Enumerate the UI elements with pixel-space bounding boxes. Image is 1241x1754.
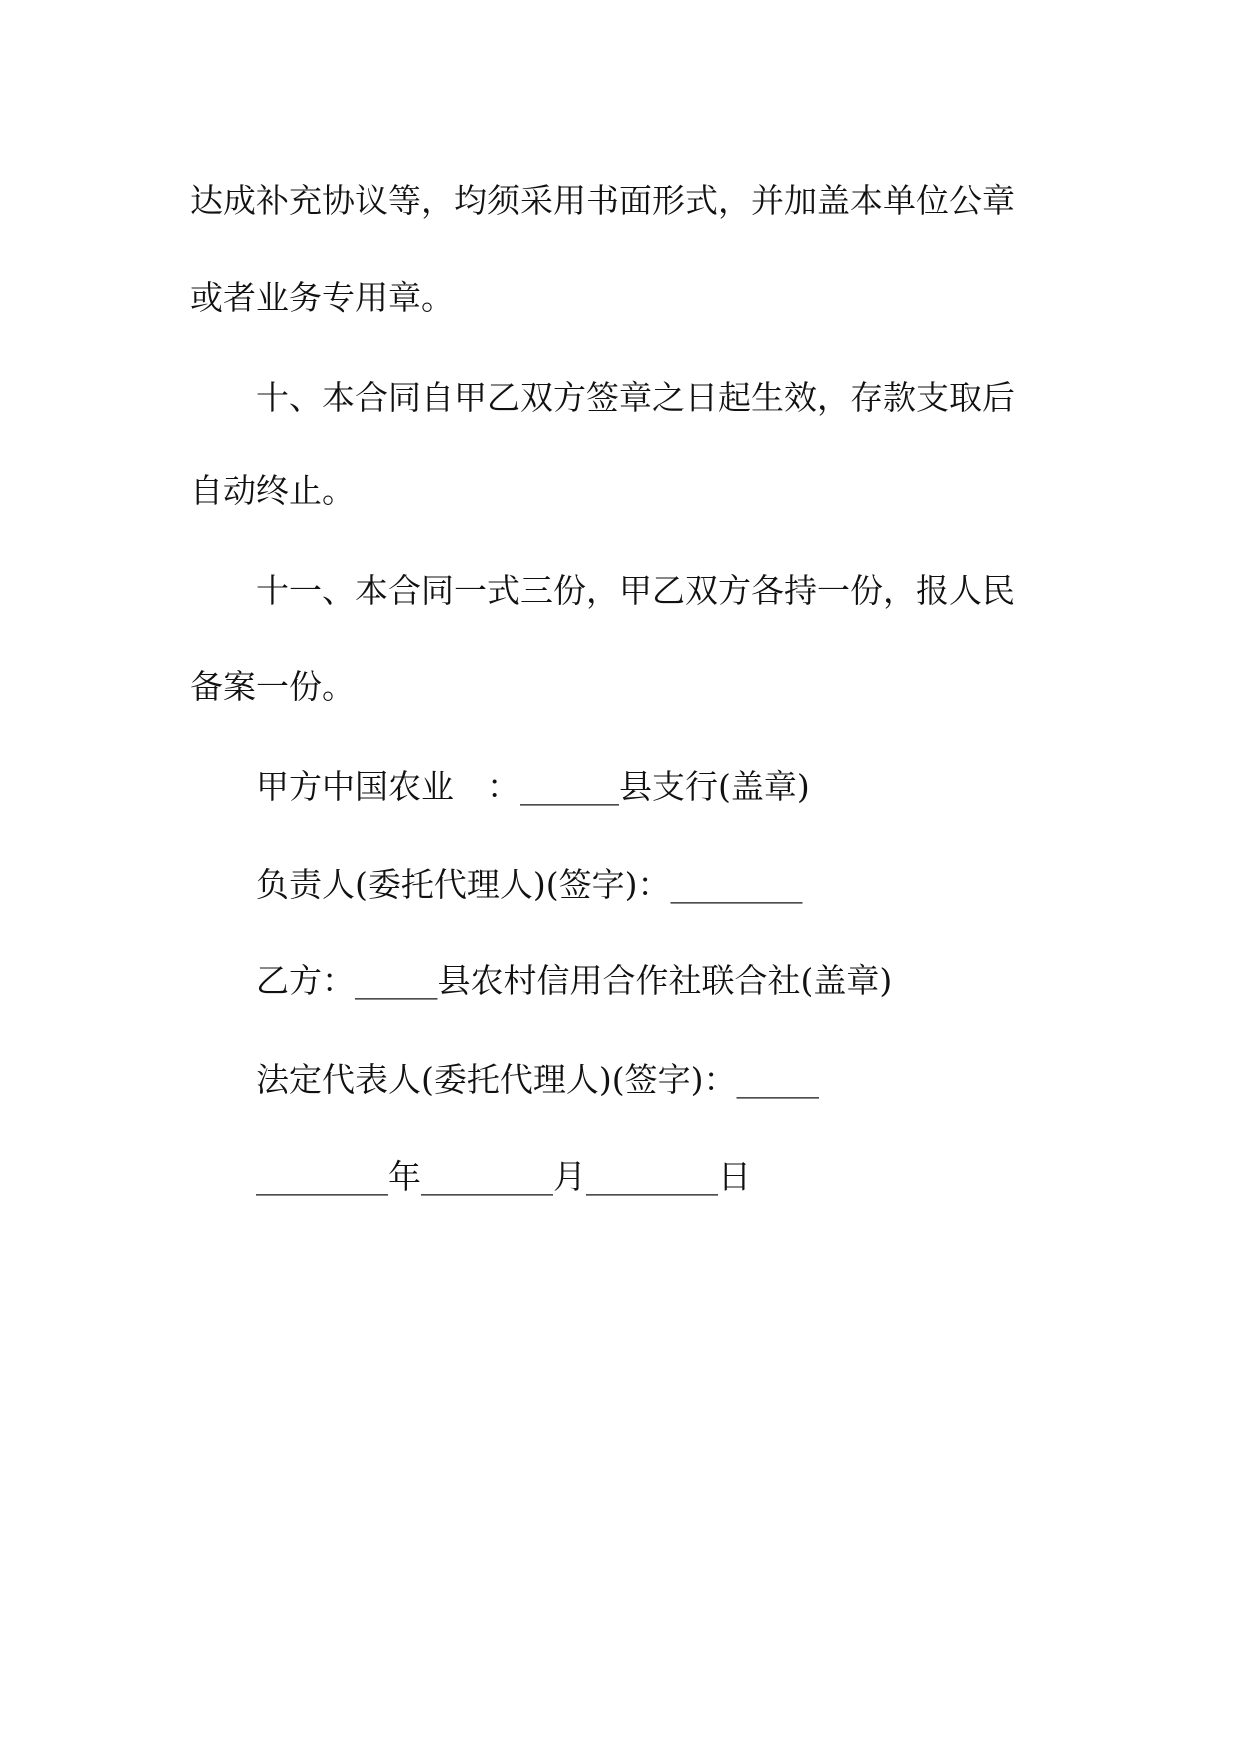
paragraph-11-line-2: 备案一份。 xyxy=(190,667,355,706)
paragraph-11-line-1: 十一、本合同一式三份，甲乙双方各持一份，报人民 xyxy=(256,571,1015,610)
party-b-line: 乙方：_____县农村信用合作社联合社(盖章) xyxy=(256,961,893,1000)
party-a-line: 甲方中国农业 ：______县支行(盖章) xyxy=(256,767,810,806)
paragraph-9-line-2: 或者业务专用章。 xyxy=(190,278,454,317)
paragraph-10-line-1: 十、本合同自甲乙双方签章之日起生效，存款支取后 xyxy=(256,378,1015,417)
paragraph-10-line-2: 自动终止。 xyxy=(190,471,355,510)
party-b-representative-line: 法定代表人(委托代理人)(签字)：_____ xyxy=(256,1060,819,1099)
party-a-representative-line: 负责人(委托代理人)(签字)：________ xyxy=(256,865,803,904)
paragraph-9-line-1: 达成补充协议等，均须采用书面形式，并加盖本单位公章 xyxy=(190,181,1015,220)
signature-date-line: ________年________月________日 xyxy=(256,1157,751,1196)
